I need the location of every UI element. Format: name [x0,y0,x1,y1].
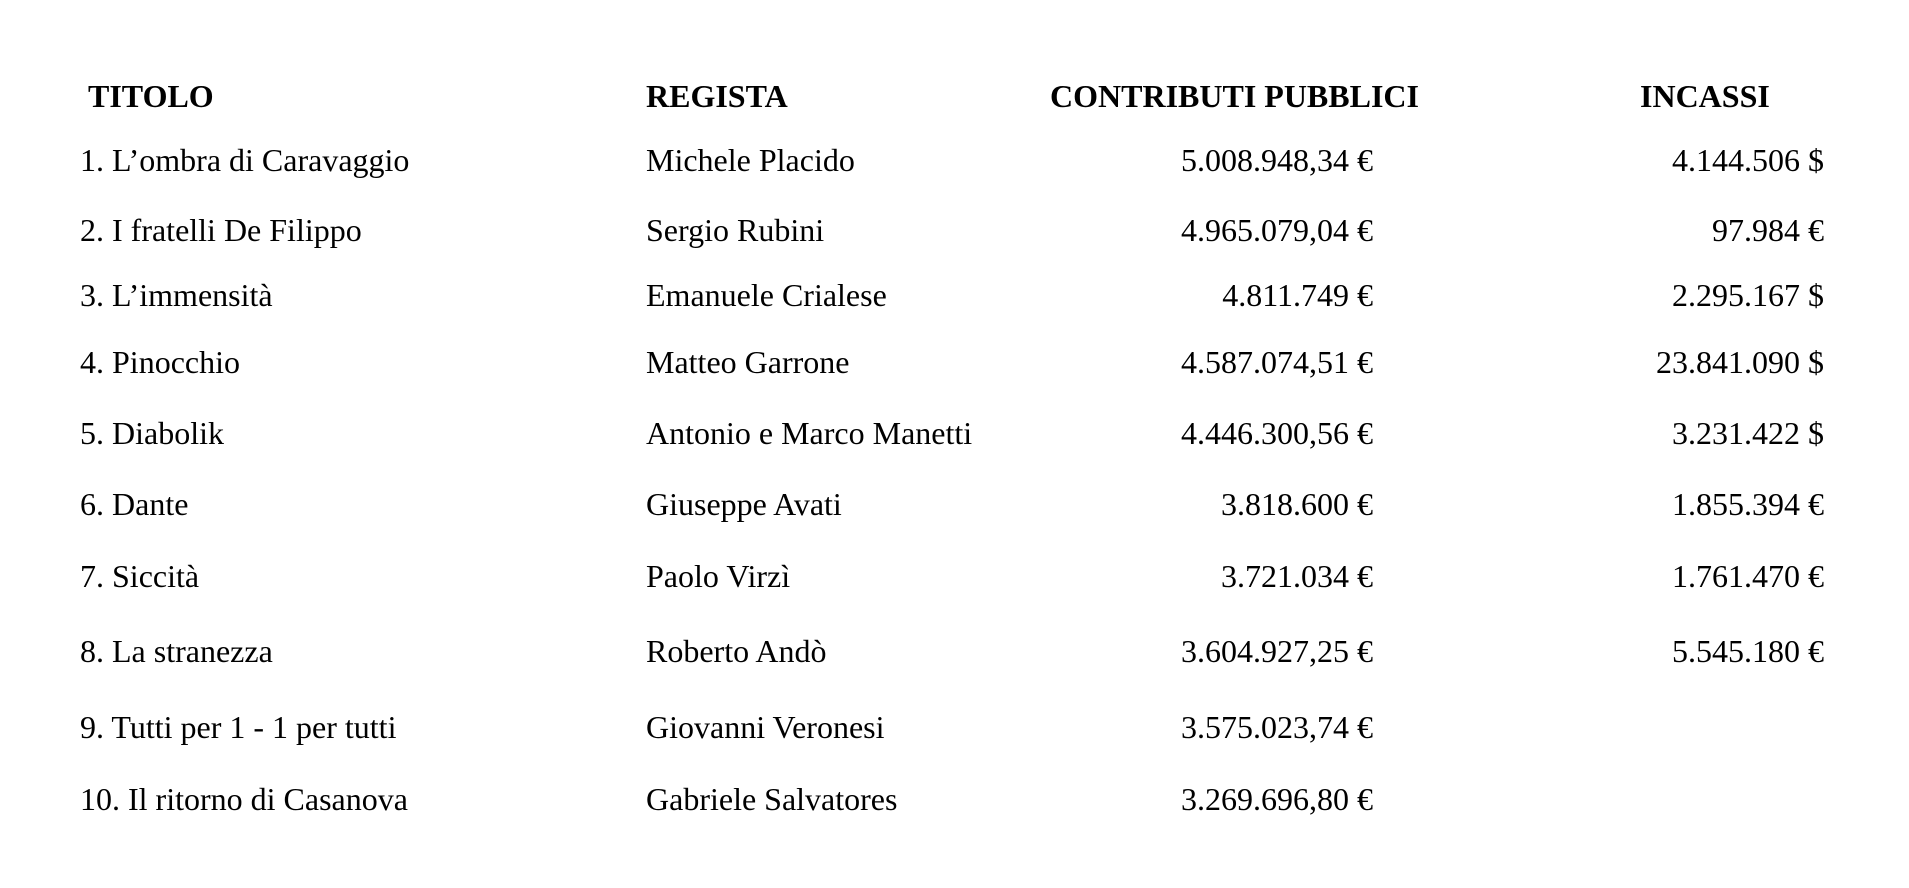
film-title: 9. Tutti per 1 - 1 per tutti [80,709,397,745]
film-title: 7. Siccità [80,558,200,594]
film-public-funding: 4.811.749 € [1222,277,1373,313]
film-box-office: 4.144.506 $ [1672,142,1824,178]
header-public-funding: CONTRIBUTI PUBBLICI [1050,78,1419,114]
film-public-funding: 3.721.034 € [1221,558,1373,594]
film-title: 8. La stranezza [80,633,273,669]
film-director: Antonio e Marco Manetti [646,415,973,451]
film-public-funding: 3.818.600 € [1221,486,1373,522]
header-director: REGISTA [646,78,788,114]
film-box-office: 23.841.090 $ [1656,344,1824,380]
header-title: TITOLO [88,78,214,114]
film-public-funding: 3.604.927,25 € [1181,633,1373,669]
film-title: 5. Diabolik [80,415,224,451]
film-director: Paolo Virzì [646,558,791,594]
header-box-office: INCASSI [1640,78,1770,114]
film-box-office: 2.295.167 $ [1672,277,1824,313]
film-public-funding: 4.965.079,04 € [1181,212,1373,248]
film-box-office: 3.231.422 $ [1672,415,1824,451]
film-public-funding: 3.269.696,80 € [1181,781,1373,817]
film-public-funding: 5.008.948,34 € [1181,142,1373,178]
film-director: Michele Placido [646,142,855,178]
film-director: Giovanni Veronesi [646,709,885,745]
film-box-office: 97.984 € [1712,212,1824,248]
film-public-funding: 4.446.300,56 € [1181,415,1373,451]
film-public-funding: 4.587.074,51 € [1181,344,1373,380]
film-public-funding: 3.575.023,74 € [1181,709,1373,745]
film-director: Roberto Andò [646,633,827,669]
film-title: 4. Pinocchio [80,344,240,380]
film-title: 2. I fratelli De Filippo [80,212,362,248]
film-director: Gabriele Salvatores [646,781,898,817]
film-director: Giuseppe Avati [646,486,842,522]
film-title: 1. L’ombra di Caravaggio [80,142,410,178]
film-director: Matteo Garrone [646,344,850,380]
film-box-office: 1.855.394 € [1672,486,1824,522]
film-title: 6. Dante [80,486,189,522]
film-title: 10. Il ritorno di Casanova [80,781,408,817]
film-director: Emanuele Crialese [646,277,887,313]
film-title: 3. L’immensità [80,277,273,313]
film-director: Sergio Rubini [646,212,825,248]
film-box-office: 1.761.470 € [1672,558,1824,594]
film-box-office: 5.545.180 € [1672,633,1824,669]
